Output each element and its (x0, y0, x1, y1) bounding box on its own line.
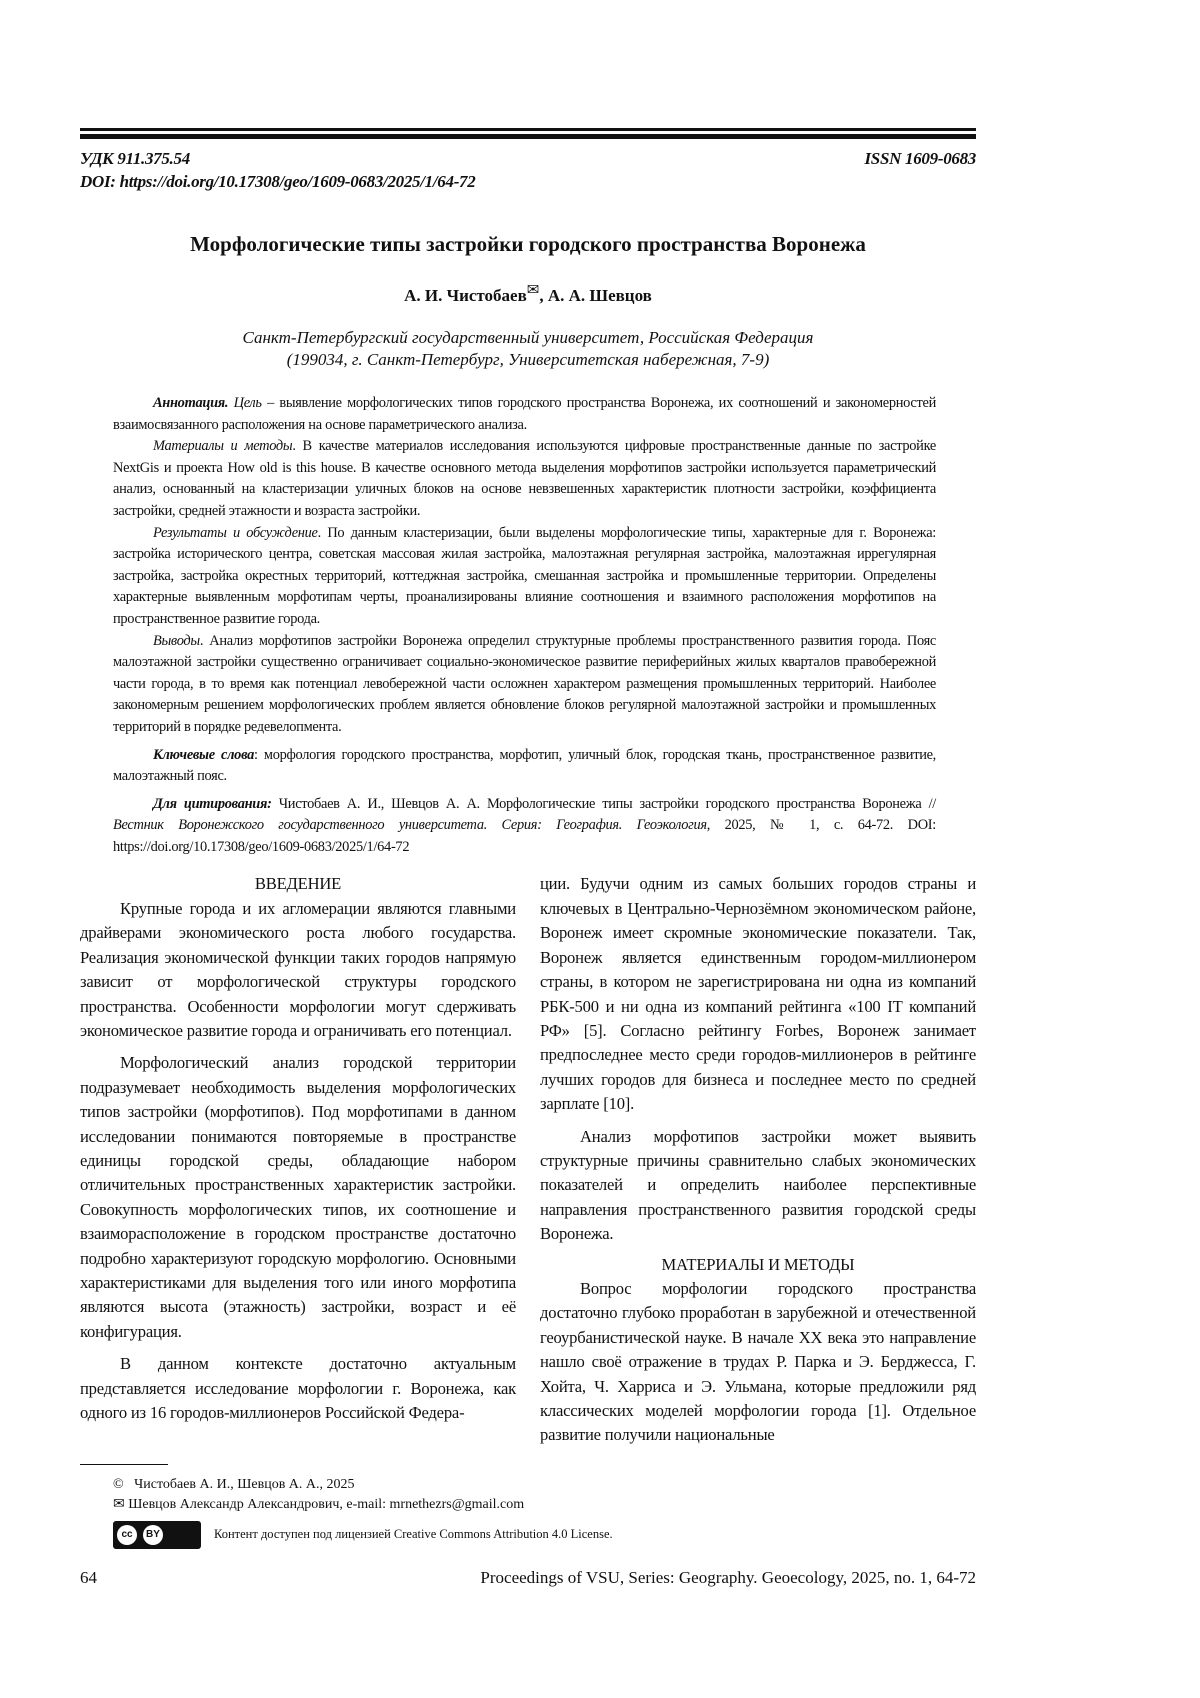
copyright-text: Чистобаев А. И., Шевцов А. А., 2025 (134, 1476, 355, 1492)
author-chistobaev: А. И. Чистобаев (404, 286, 527, 305)
affiliation-line-1: Санкт-Петербургский государственный университет, Российская Федерация (242, 328, 814, 347)
mail-icon: ✉ (526, 282, 540, 299)
results-label: Результаты и обсуждение (153, 524, 318, 541)
page-footer (80, 1567, 976, 1589)
footnote-rule (80, 1464, 168, 1465)
abstract-methods (113, 436, 936, 522)
authors (80, 282, 976, 307)
methods-label: Материалы и методы (153, 438, 293, 455)
keywords-label: Ключевые слова (153, 746, 254, 763)
results-text: . По данным кластеризации, были выделены морфологические типы, характерные для г. Воронежа: застройка исторического центра, советская массовая жилая застройка, малоэтажная регулярная застройка, малоэтажная иррегулярная застройка, застройка окрестных территорий, коттеджная застройка, смешанная застройка и промышленные территории. Определены характерные выявленным морфотипам черты, проанализированы влияние соотношения и взаимного расположения морфотипов на пространственное развитие города. (113, 524, 936, 627)
author-shevtsov: , А. А. Шевцов (539, 286, 652, 305)
intro-paragraph-1: Крупные города и их агломерации являются главными драйверами экономического роста любого государства. Реализация экономической функции таких городов напрямую зависит от морфологической структуры городского пространства. Особенности морфологии могут сдерживать экономическое развитие города и ограничивать его потенциал. (80, 898, 516, 1040)
by-icon: BY (143, 1525, 163, 1545)
citation (113, 794, 936, 859)
intro-paragraph-3: В данном контексте достаточно актуальным представляется исследование морфологии г. Воронежа, как одного из 16 городов-миллионеров Российской Федера- (80, 1354, 516, 1422)
article-title: Морфологические типы застройки городского пространства Воронежа (190, 232, 866, 256)
intro-paragraph-3-cont: ции. Будучи одним из самых больших городов страны и ключевых в Центрально-Чернозёмном экономическом районе, Воронеж имеет скромные экономические показатели. Так, Воронеж является единственным городом-миллионером страны, в котором не зарегистрирована ни одна из компаний РБК-500 и ни одна из компаний рейтинга «100 IT компаний РФ» [5]. Согласно рейтингу Forbes, Воронеж занимает предпоследнее место среди городов-миллионеров в рейтинге лучших городов для бизнеса и последнее место по средней зарплате [10]. (540, 874, 976, 1114)
abstract-conclusions (113, 631, 936, 739)
page-number: 64 (80, 1567, 97, 1587)
citation-text: Чистобаев А. И., Шевцов А. А. Морфологические типы застройки городского пространства Воронежа // (271, 795, 936, 812)
issn: ISSN 1609-0683 (864, 149, 976, 168)
body-columns (80, 872, 976, 1447)
right-column (540, 872, 976, 1447)
methods-heading: МАТЕРИАЛЫ И МЕТОДЫ (661, 1254, 855, 1274)
cc-by-license-badge[interactable] (113, 1521, 201, 1549)
abstract-results (113, 523, 936, 631)
intro-paragraph-4: Анализ морфотипов застройки может выявить структурные причины сравнительно слабых экономических показателей и определить наиболее перспективные направления пространственного развития городской среды Воронежа. (540, 1126, 976, 1244)
cc-icon: cc (117, 1525, 137, 1545)
left-column (80, 872, 516, 1447)
header-row (80, 147, 976, 170)
citation-label: Для цитирования: (153, 795, 272, 812)
citation-journal: Вестник Воронежского государственного университета. Серия: География. Геоэкология (113, 817, 707, 834)
keywords (113, 745, 936, 788)
citation-text-end: , 2025, № 1, с. 64-72. DOI: https://doi.org/10.17308/geo/1609-0683/2025/1/64-72 (113, 817, 936, 855)
abstract-goal (113, 393, 936, 436)
contact-footnote (113, 1495, 976, 1515)
license-text: Контент доступен под лицензией Creative Commons Attribution 4.0 License. (214, 1527, 613, 1542)
mail-icon: ✉ (113, 1496, 125, 1512)
copyright-footnote (113, 1475, 976, 1495)
paper-page (80, 0, 976, 1629)
affiliation (80, 327, 976, 371)
udk-code: УДК 911.375.54 (80, 149, 190, 168)
methods-text: . В качестве материалов исследования используются цифровые пространственные данные по застройке NextGis и проекта How old is this house. В качестве основного метода выделения морфотипов застройки используется параметрический анализ, основанный на кластеризации уличных блоков на основе невзвешенных характеристик плотности застройки, коэффициента застройки, средней этажности и возраста застройки. (113, 438, 937, 519)
affiliation-line-2: (199034, г. Санкт-Петербург, Университетская набережная, 7-9) (286, 350, 770, 369)
intro-paragraph-2: Морфологический анализ городской территории подразумевает необходимость выделения морфологических типов застройки (морфотипов). Под морфотипами в данном исследовании понимаются повторяемые в пространстве единицы городской среды, обладающие набором отличительных пространственных характеристик застройки. Совокупность морфологических типов, их соотношение и взаиморасположение в городском пространстве достаточно подробно характеризуют городскую морфологию. Основными характеристиками для выделения того или иного морфотипа являются высота (этажность) застройки, возраст и её конфигурация. (80, 1053, 516, 1341)
keywords-text: : морфология городского пространства, морфотип, уличный блок, городская ткань, пространственное развитие, малоэтажный пояс. (113, 746, 936, 785)
copyright-icon: © (113, 1476, 124, 1492)
intro-heading: ВВЕДЕНИЕ (254, 874, 342, 894)
methods-paragraph-1: Вопрос морфологии городского пространства достаточно глубоко проработан в зарубежной и отечественной геоурбанистической науке. В начале XX века это направление нашло своё отражение в трудах Р. Парка и Э. Берджесса, Г. Хойта, Ч. Харриса и Э. Ульмана, которые предложили ряд классических моделей морфологии города [1]. Отдельное развитие получили национальные (540, 1278, 976, 1445)
license-row (113, 1521, 976, 1549)
abstract-label: Аннотация. (153, 395, 229, 411)
journal-footer: Proceedings of VSU, Series: Geography. Geoecology, 2025, no. 1, 64-72 (480, 1567, 976, 1587)
contact-text: Шевцов Александр Александрович, e-mail: mrnethezrs@gmail.com (128, 1496, 525, 1512)
header-rule-thin (80, 128, 976, 131)
conclusions-label: Выводы (153, 632, 200, 649)
goal-label: Цель (233, 395, 262, 411)
goal-text: – выявление морфологических типов городского пространства Воронежа, их соотношений и закономерностей взаимосвязанного расположения на основе параметрического анализа. (113, 395, 936, 433)
header-rule-thick (80, 134, 976, 139)
doi-link[interactable]: DOI: https://doi.org/10.17308/geo/1609-0683/2025/1/64-72 (80, 172, 476, 191)
conclusions-text: . Анализ морфотипов застройки Воронежа определил структурные проблемы пространственного развития города. Пояс малоэтажной застройки существенно ограничивает социально-экономическое развитие периферийных жилых кварталов правобережной части города, в то время как потенциал левобережной части осложнен характером размещения промышленных территорий. Наиболее закономерным решением морфологических проблем является обновление блоков регулярной малоэтажной застройки и промышленных территорий в порядке редевелопмента. (113, 632, 936, 735)
abstract (113, 393, 936, 858)
